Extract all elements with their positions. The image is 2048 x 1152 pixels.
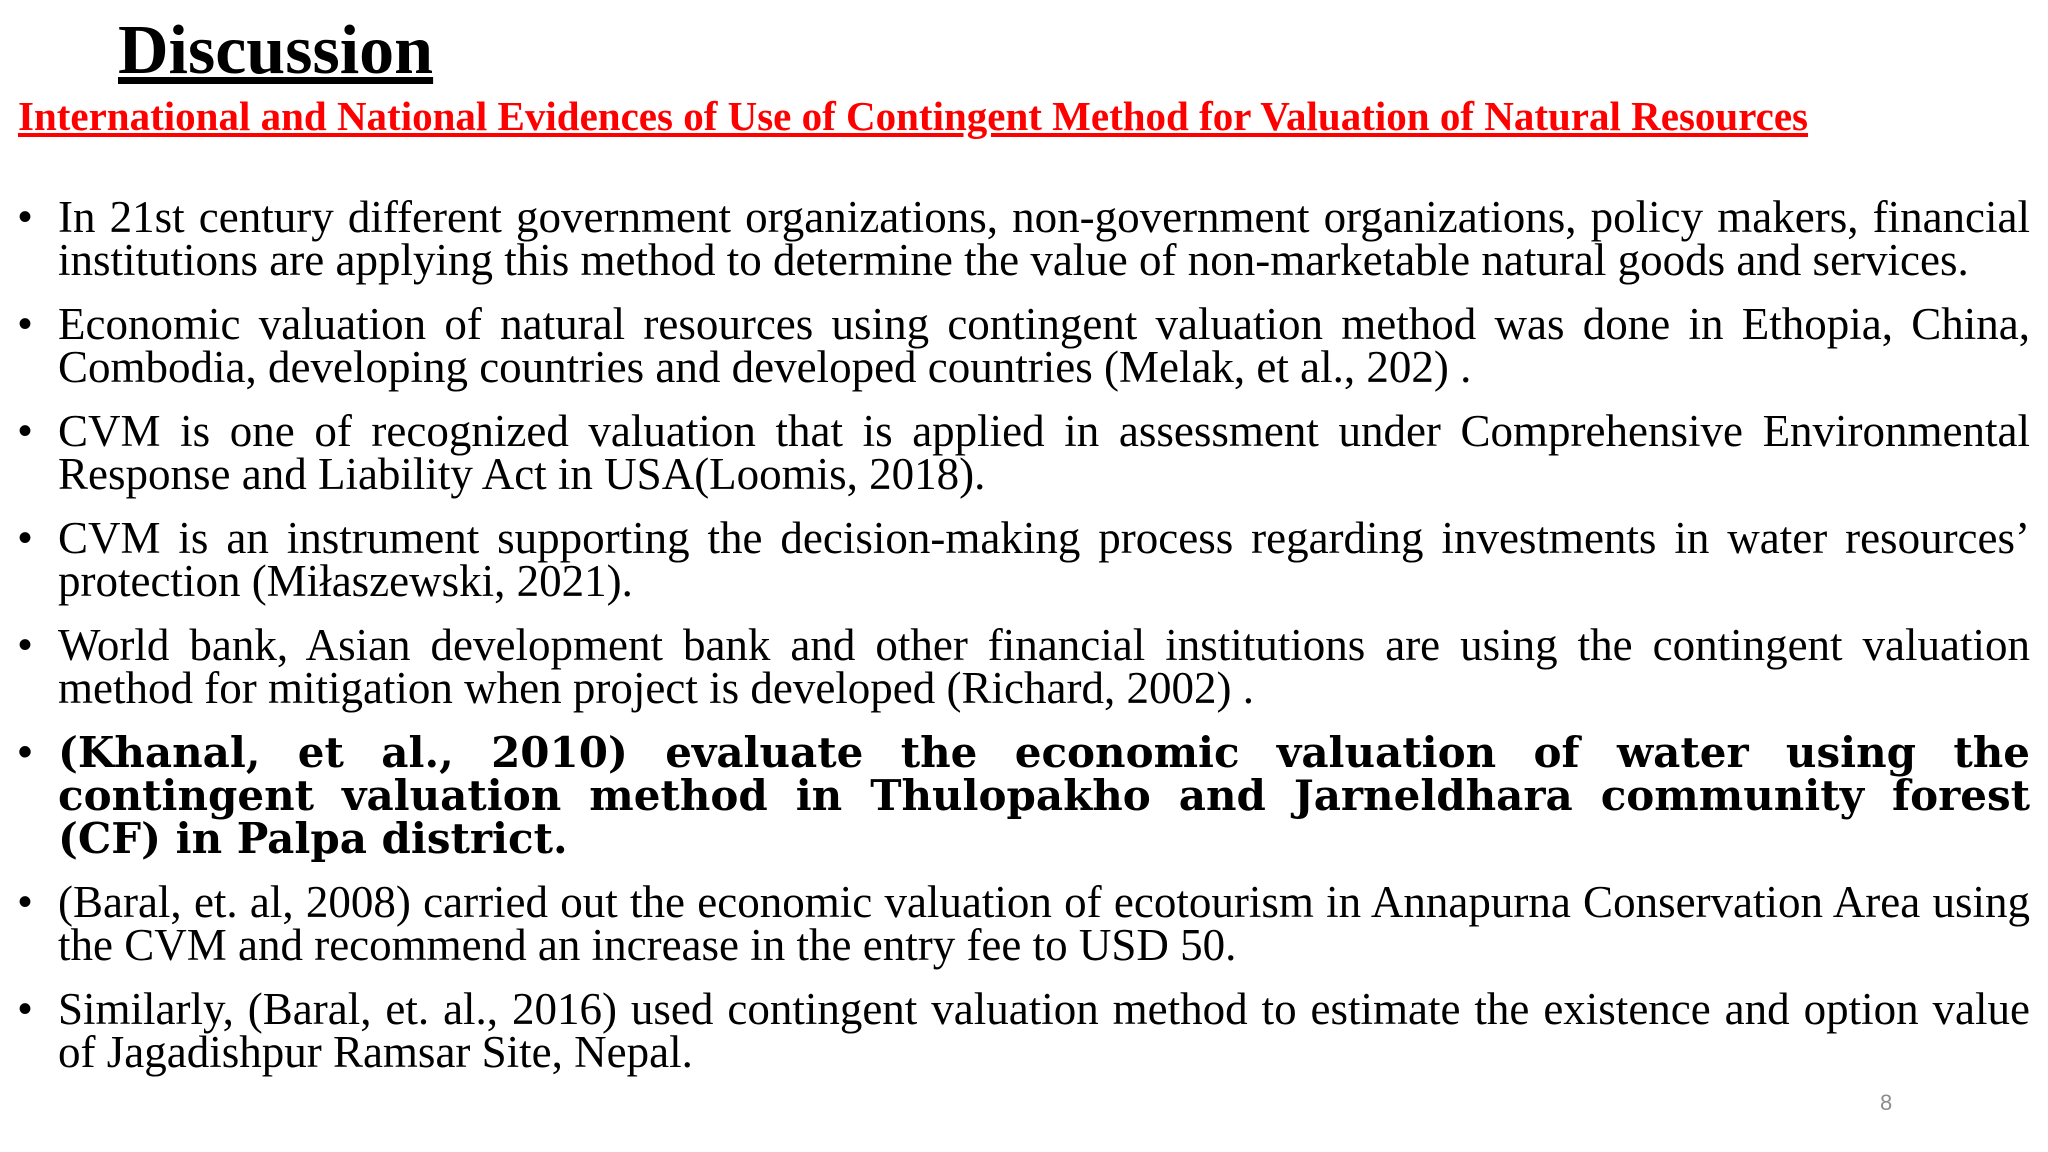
bullet-text-6: (Khanal, et al., 2010) evaluate the economic valuation of water using the contingent valuation method in Thulopakho and Jarneldhara community forest (CF) in Palpa district. <box>58 728 2030 863</box>
bullet-point-icon: • <box>18 730 33 774</box>
bullet-item-4 <box>18 513 2030 606</box>
bullet-text-1: In 21st century different government organizations, non-government organizations, policy makers, financial institutions are applying this method to determine the value of non-marketable natural goods and services. <box>58 192 2030 285</box>
bullet-text-8: Similarly, (Baral, et. al., 2016) used contingent valuation method to estimate the existence and option value of Jagadishpur Ramsar Site, Nepal. <box>58 984 2030 1077</box>
slide-title: Discussion <box>118 12 434 89</box>
bullet-item-2 <box>18 299 2030 392</box>
bullet-point-icon: • <box>18 880 33 924</box>
bullet-item-5 <box>18 620 2030 713</box>
bullet-item-8 <box>18 984 2030 1077</box>
bullet-point-icon: • <box>18 987 33 1031</box>
bullet-text-4: CVM is an instrument supporting the decision-making process regarding investments in water resources’ protection (Miłaszewski, 2021). <box>58 513 2030 606</box>
bullet-item-7 <box>18 877 2030 970</box>
slide-subtitle: International and National Evidences of Use of Contingent Method for Valuation of Natural Resources <box>18 93 1809 139</box>
bullet-point-icon: • <box>18 409 33 453</box>
bullet-point-icon: • <box>18 516 33 560</box>
bullet-text-7: (Baral, et. al, 2008) carried out the economic valuation of ecotourism in Annapurna Conservation Area using the CVM and recommend an increase in the entry fee to USD 50. <box>58 877 2030 970</box>
bullet-item-1 <box>18 192 2030 285</box>
bullet-text-3: CVM is one of recognized valuation that is applied in assessment under Comprehensive Environmental Response and Liability Act in USA(Loomis, 2018). <box>58 406 2030 499</box>
bullet-item-3 <box>18 406 2030 499</box>
bullet-item-6 <box>18 728 2030 863</box>
bullet-text-5: World bank, Asian development bank and other financial institutions are using the contingent valuation method for mitigation when project is developed (Richard, 2002) . <box>58 620 2030 713</box>
bullet-text-2: Economic valuation of natural resources using contingent valuation method was done in Ethopia, China, Combodia, developing countries and developed countries (Melak, et al., 202) . <box>58 299 2030 392</box>
bullet-point-icon: • <box>18 195 33 239</box>
bullet-point-icon: • <box>18 302 33 346</box>
bullet-list <box>18 192 2030 1095</box>
bullet-point-icon: • <box>18 623 33 667</box>
page-number: 8 <box>1880 1090 1893 1115</box>
